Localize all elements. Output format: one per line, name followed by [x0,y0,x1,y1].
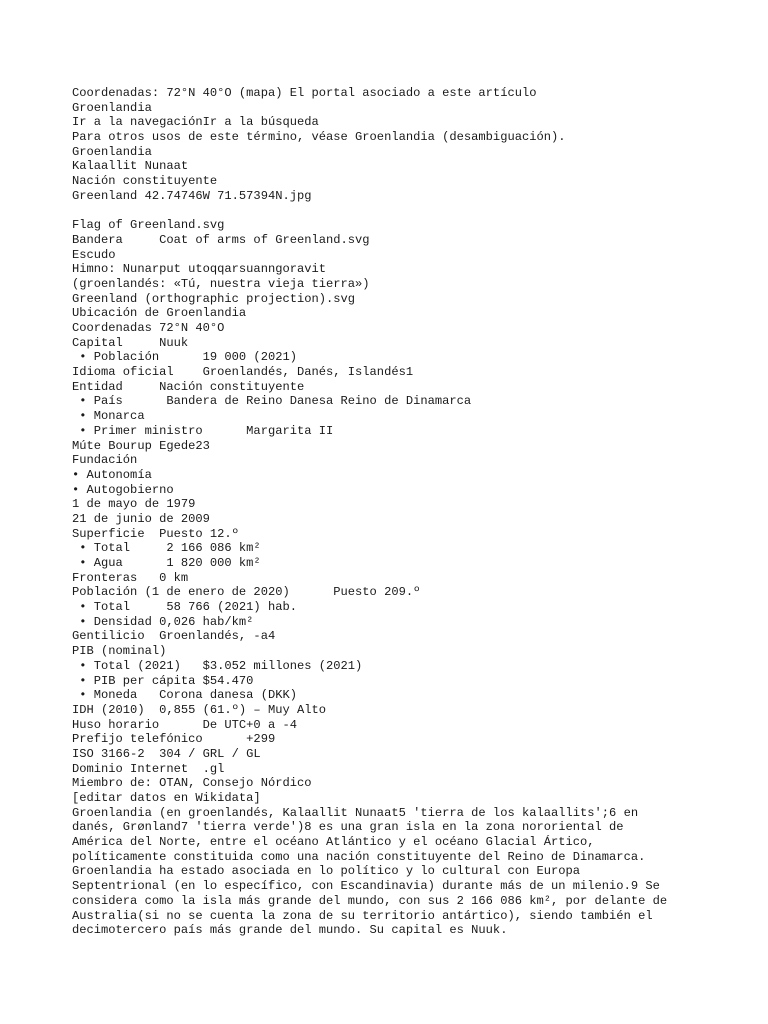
text-line: Huso horario De UTC+0 a -4 [72,717,297,732]
text-line: Flag of Greenland.svg [72,218,225,233]
text-line: Miembro de: OTAN, Consejo Nórdico [72,776,312,791]
text-line: Bandera Coat of arms of Greenland.svg [72,232,370,247]
text-line: Nación constituyente [72,174,218,189]
text-line: Múte Bourup Egede23 [72,438,210,453]
text-line: 21 de junio de 2009 [72,511,210,526]
text-line: • Total 58 766 (2021) hab. [72,600,297,615]
text-line: Greenland 42.74746W 71.57394N.jpg [72,188,312,203]
text-line: Groenlandia ha estado asociada en lo político y lo cultural con Europa [72,864,581,879]
document-text [72,86,712,938]
text-line: Kalaallit Nunaat [72,159,189,174]
text-line: Ubicación de Groenlandia [72,306,247,321]
text-line: Groenlandia [72,144,152,159]
text-line: Dominio Internet .gl [72,761,225,776]
text-line: • Monarca [72,409,145,424]
text-line: Ir a la navegaciónIr a la búsqueda [72,115,319,130]
text-line: • Autonomía [72,467,152,482]
text-line: • Población 19 000 (2021) [72,350,297,365]
text-line: • Autogobierno [72,482,174,497]
text-line: Para otros usos de este término, véase Groenlandia (desambiguación). [72,130,566,145]
text-line: (groenlandés: «Tú, nuestra vieja tierra») [72,276,370,291]
text-line: 1 de mayo de 1979 [72,497,196,512]
text-line: Prefijo telefónico +299 [72,732,276,747]
text-line: políticamente constituida como una nación constituyente del Reino de Dinamarca. [72,849,646,864]
text-line: PIB (nominal) [72,644,167,659]
text-line: ISO 3166-2 304 / GRL / GL [72,746,261,761]
text-line: Groenlandia [72,100,152,115]
text-line: • País Bandera de Reino Danesa Reino de Dinamarca [72,394,472,409]
text-line: Capital Nuuk [72,335,189,350]
text-line: Población (1 de enero de 2020) Puesto 209.º [72,585,421,600]
text-line: Idioma oficial Groenlandés, Danés, Islandés1 [72,365,414,380]
text-line [72,204,712,219]
text-line: Groenlandia (en groenlandés, Kalaallit Nunaat5 'tierra de los kalaallits';6 en [72,805,639,820]
text-line: • PIB per cápita $54.470 [72,673,254,688]
text-line: • Densidad 0,026 hab/km² [72,614,254,629]
text-line: • Primer ministro Margarita II [72,423,334,438]
text-line: Coordenadas 72°N 40°O [72,321,225,335]
text-line: Coordenadas: 72°N 40°O (mapa) El portal asociado a este artículo [72,86,537,100]
text-line: danés, Grønland7 'tierra verde')8 es una gran isla en la zona nororiental de [72,820,624,835]
text-line: • Total (2021) $3.052 millones (2021) [72,658,363,673]
text-line: América del Norte, entre el océano Atlántico y el océano Glacial Ártico, [72,835,595,850]
text-line: • Moneda Corona danesa (DKK) [72,688,297,703]
text-line: Fronteras 0 km [72,570,189,585]
text-line: • Agua 1 820 000 km² [72,556,261,570]
text-line: Superficie Puesto 12.º [72,526,239,541]
text-line: Fundación [72,453,138,468]
text-line: Gentilicio Groenlandés, -a4 [72,629,276,644]
text-line: Himno: Nunarput utoqqarsuanngoravit [72,262,327,277]
text-line: Entidad Nación constituyente [72,379,305,394]
text-line: Greenland (orthographic projection).svg [72,291,356,306]
text-line: Escudo [72,247,116,262]
text-line: decimotercero país más grande del mundo. Su capital es Nuuk. [72,923,508,938]
text-line: [editar datos en Wikidata] [72,791,261,805]
text-line: Septentrional (en lo específico, con Escandinavia) durante más de un milenio.9 Se [72,879,660,894]
text-line: Australia(si no se cuenta la zona de su territorio antártico), siendo también el [72,908,653,923]
text-line: • Total 2 166 086 km² [72,541,261,556]
text-line: considera como la isla más grande del mundo, con sus 2 166 086 km², por delante de [72,893,668,908]
text-line: IDH (2010) 0,855 (61.º) – Muy Alto [72,702,327,717]
